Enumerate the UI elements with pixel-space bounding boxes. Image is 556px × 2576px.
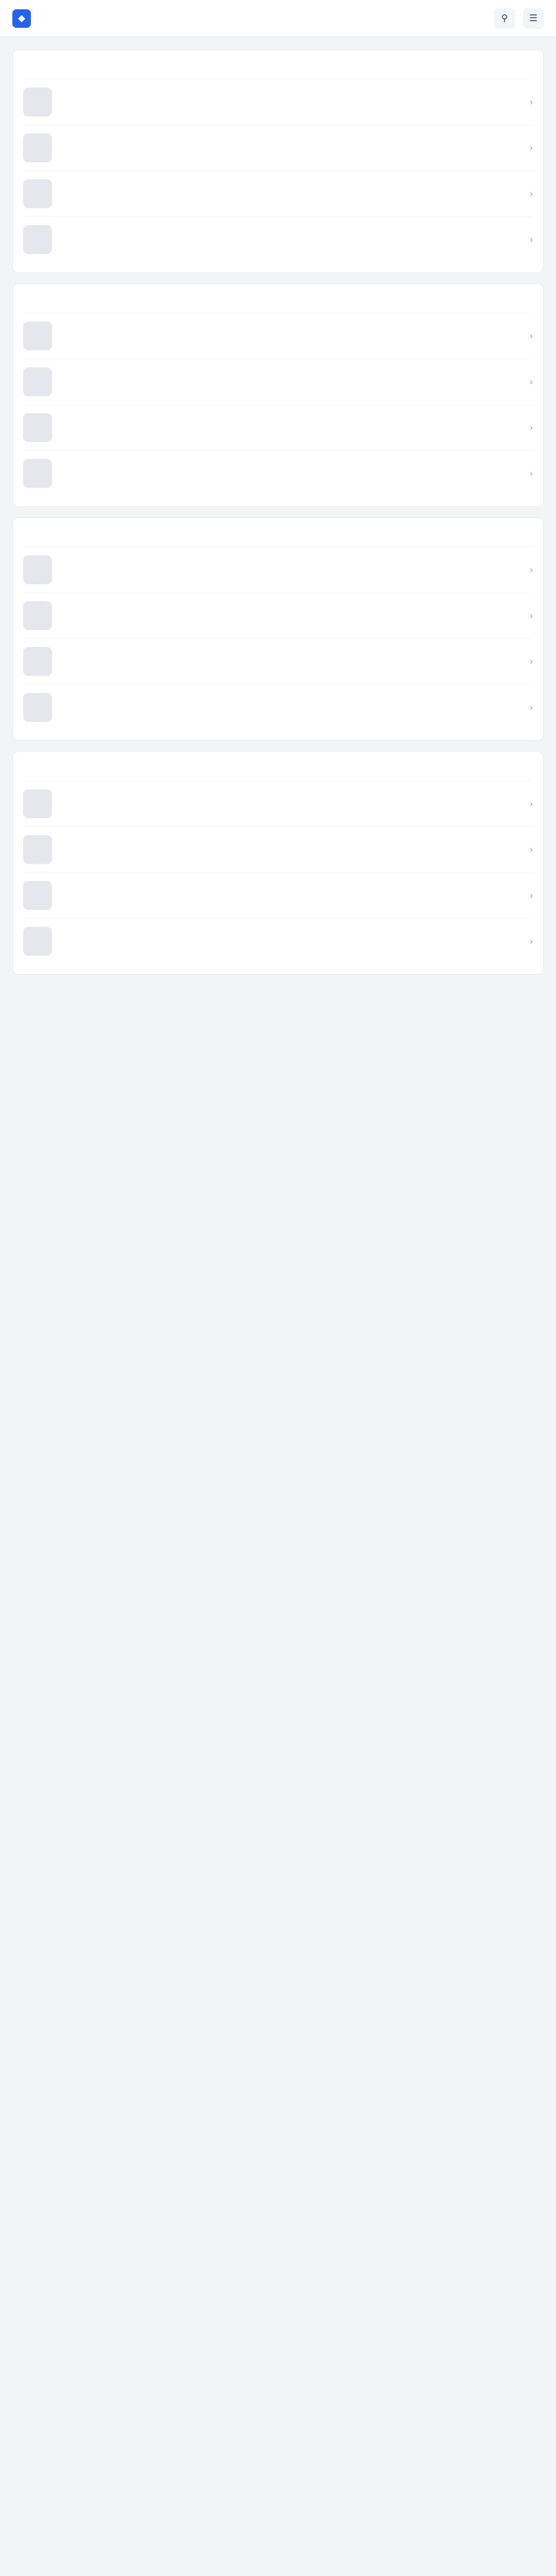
item-title bbox=[59, 177, 523, 188]
item-subtitle bbox=[59, 236, 523, 245]
main-content bbox=[0, 37, 556, 2576]
list-item[interactable] bbox=[23, 638, 533, 684]
item-thumbnail bbox=[23, 555, 52, 584]
list-item[interactable] bbox=[23, 313, 533, 359]
chevron-right-icon: › bbox=[530, 564, 533, 575]
item-subtitle bbox=[59, 333, 523, 341]
item-meta bbox=[59, 390, 523, 398]
item-title bbox=[59, 833, 523, 843]
page-title bbox=[39, 12, 486, 25]
item-meta bbox=[59, 858, 523, 866]
item-subtitle bbox=[59, 470, 523, 479]
item-subtitle bbox=[59, 658, 523, 667]
item-title bbox=[59, 457, 523, 467]
item-meta bbox=[59, 156, 523, 164]
chevron-right-icon: › bbox=[530, 142, 533, 153]
section-header bbox=[23, 528, 533, 539]
item-thumbnail bbox=[23, 881, 52, 910]
item-meta bbox=[59, 624, 523, 632]
item-thumbnail bbox=[23, 179, 52, 208]
content-section bbox=[12, 751, 544, 975]
item-thumbnail bbox=[23, 133, 52, 162]
item-meta bbox=[59, 344, 523, 352]
chevron-right-icon: › bbox=[530, 610, 533, 621]
item-text bbox=[59, 833, 523, 866]
item-title bbox=[59, 645, 523, 655]
search-icon[interactable]: ⚲ bbox=[494, 8, 515, 29]
item-text bbox=[59, 365, 523, 398]
chevron-right-icon: › bbox=[530, 188, 533, 199]
item-text bbox=[59, 86, 523, 118]
item-thumbnail bbox=[23, 835, 52, 864]
chevron-right-icon: › bbox=[530, 96, 533, 107]
chevron-right-icon: › bbox=[530, 656, 533, 667]
item-subtitle bbox=[59, 379, 523, 387]
item-thumbnail bbox=[23, 225, 52, 254]
list-item[interactable] bbox=[23, 404, 533, 450]
item-text bbox=[59, 925, 523, 958]
item-meta bbox=[59, 716, 523, 724]
chevron-right-icon: › bbox=[530, 702, 533, 713]
chevron-right-icon: › bbox=[530, 936, 533, 946]
item-text bbox=[59, 223, 523, 256]
item-title bbox=[59, 925, 523, 935]
chevron-right-icon: › bbox=[530, 376, 533, 387]
item-subtitle bbox=[59, 846, 523, 855]
item-title bbox=[59, 879, 523, 889]
item-subtitle bbox=[59, 191, 523, 199]
chevron-right-icon: › bbox=[530, 422, 533, 433]
chevron-right-icon: › bbox=[530, 468, 533, 479]
top-bar bbox=[0, 0, 556, 37]
list-item[interactable] bbox=[23, 547, 533, 592]
item-title bbox=[59, 599, 523, 609]
chevron-right-icon: › bbox=[530, 844, 533, 855]
item-meta bbox=[59, 950, 523, 958]
item-thumbnail bbox=[23, 789, 52, 818]
item-meta bbox=[59, 904, 523, 912]
item-thumbnail bbox=[23, 413, 52, 442]
item-thumbnail bbox=[23, 367, 52, 396]
item-subtitle bbox=[59, 613, 523, 621]
item-title bbox=[59, 86, 523, 96]
section-header bbox=[23, 294, 533, 306]
item-text bbox=[59, 319, 523, 352]
item-title bbox=[59, 365, 523, 376]
item-meta bbox=[59, 812, 523, 820]
app-logo-icon: ◆ bbox=[12, 9, 31, 28]
item-text bbox=[59, 131, 523, 164]
list-item[interactable] bbox=[23, 684, 533, 730]
list-item[interactable] bbox=[23, 216, 533, 262]
list-item[interactable] bbox=[23, 450, 533, 496]
item-thumbnail bbox=[23, 88, 52, 116]
item-subtitle bbox=[59, 704, 523, 713]
item-text bbox=[59, 599, 523, 632]
chevron-right-icon: › bbox=[530, 234, 533, 245]
content-section bbox=[12, 517, 544, 741]
item-subtitle bbox=[59, 425, 523, 433]
item-subtitle bbox=[59, 567, 523, 575]
item-title bbox=[59, 691, 523, 701]
item-title bbox=[59, 223, 523, 233]
section-header bbox=[23, 762, 533, 773]
item-title bbox=[59, 787, 523, 798]
item-subtitle bbox=[59, 801, 523, 809]
section-list bbox=[12, 49, 544, 975]
item-text bbox=[59, 411, 523, 444]
chevron-right-icon: › bbox=[530, 798, 533, 809]
list-item[interactable] bbox=[23, 826, 533, 872]
item-title bbox=[59, 319, 523, 330]
chevron-right-icon: › bbox=[530, 330, 533, 341]
content-section bbox=[12, 49, 544, 273]
item-text bbox=[59, 457, 523, 490]
item-thumbnail bbox=[23, 693, 52, 722]
item-subtitle bbox=[59, 892, 523, 901]
list-item[interactable] bbox=[23, 125, 533, 171]
item-thumbnail bbox=[23, 601, 52, 630]
list-item[interactable] bbox=[23, 171, 533, 216]
item-subtitle bbox=[59, 145, 523, 153]
chevron-right-icon: › bbox=[530, 890, 533, 901]
menu-icon[interactable]: ☰ bbox=[523, 8, 544, 29]
list-item[interactable] bbox=[23, 359, 533, 404]
item-text bbox=[59, 645, 523, 678]
item-meta bbox=[59, 670, 523, 678]
item-meta bbox=[59, 248, 523, 256]
item-subtitle bbox=[59, 938, 523, 946]
content-section bbox=[12, 283, 544, 507]
item-meta bbox=[59, 578, 523, 586]
item-meta bbox=[59, 482, 523, 490]
item-text bbox=[59, 787, 523, 820]
list-item[interactable] bbox=[23, 918, 533, 964]
list-item[interactable] bbox=[23, 592, 533, 638]
item-text bbox=[59, 879, 523, 912]
item-meta bbox=[59, 110, 523, 118]
item-thumbnail bbox=[23, 321, 52, 350]
item-thumbnail bbox=[23, 927, 52, 956]
item-text bbox=[59, 553, 523, 586]
item-meta bbox=[59, 202, 523, 210]
list-item[interactable] bbox=[23, 781, 533, 826]
item-title bbox=[59, 553, 523, 564]
item-thumbnail bbox=[23, 459, 52, 488]
item-subtitle bbox=[59, 99, 523, 107]
item-text bbox=[59, 691, 523, 724]
item-title bbox=[59, 411, 523, 421]
section-header bbox=[23, 60, 533, 72]
item-meta bbox=[59, 436, 523, 444]
item-title bbox=[59, 131, 523, 142]
list-item[interactable] bbox=[23, 79, 533, 125]
list-item[interactable] bbox=[23, 872, 533, 918]
item-thumbnail bbox=[23, 647, 52, 676]
item-text bbox=[59, 177, 523, 210]
